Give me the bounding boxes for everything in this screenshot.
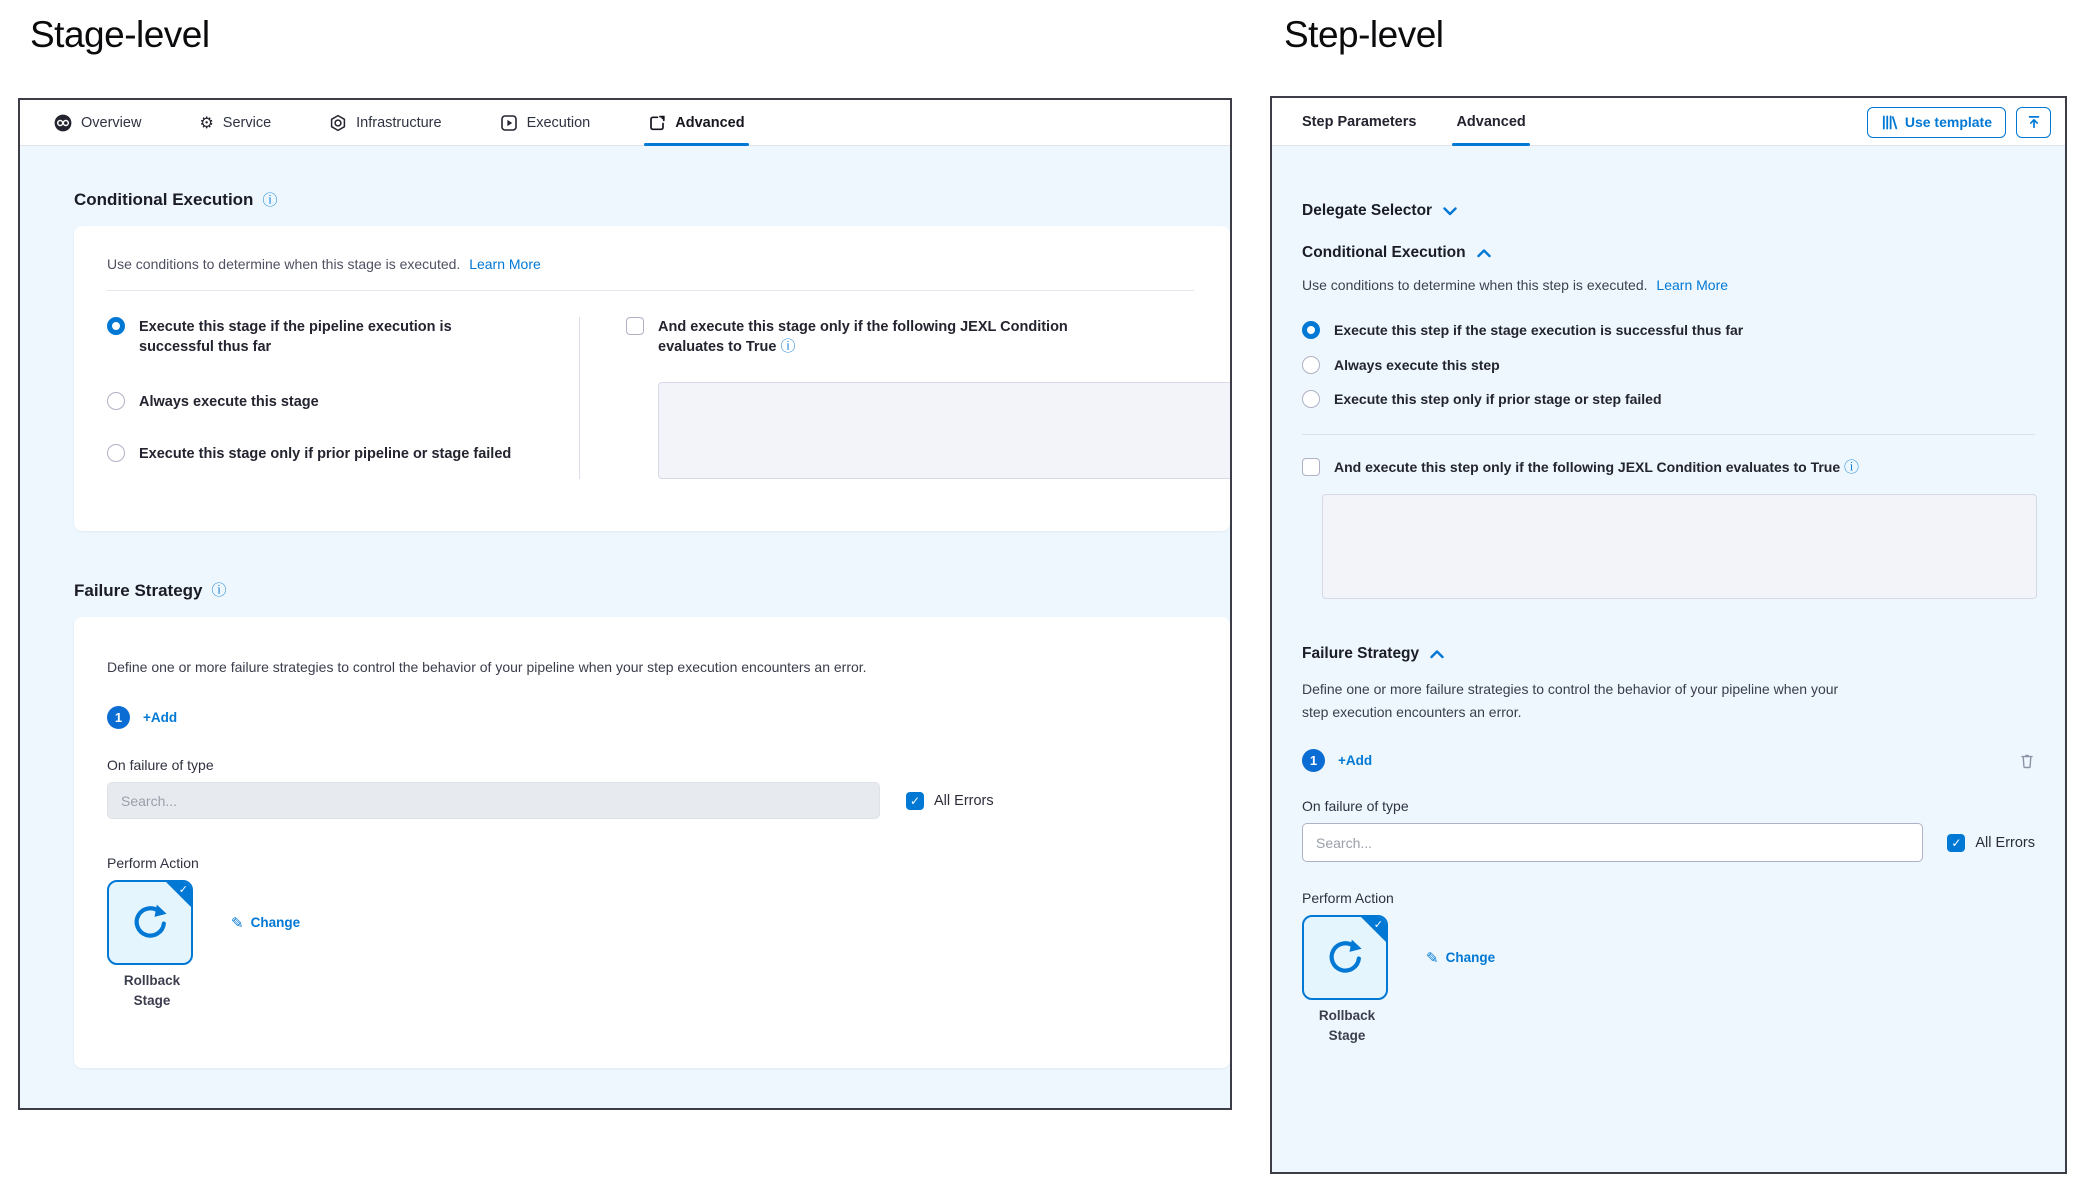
overview-icon xyxy=(54,114,72,132)
radio-unselected[interactable] xyxy=(107,392,125,410)
change-action-link[interactable] xyxy=(1426,949,1495,967)
change-action-link[interactable] xyxy=(231,914,300,932)
info-icon[interactable]: ⓘ xyxy=(780,337,796,356)
use-template-button[interactable] xyxy=(1867,107,2006,138)
change-label: Change xyxy=(1445,950,1496,966)
tab-service[interactable] xyxy=(199,100,271,145)
delete-strategy-button[interactable] xyxy=(2019,752,2035,769)
heading-text: Conditional Execution xyxy=(74,190,254,209)
gear-icon: ⚙ xyxy=(199,112,214,132)
radio-unselected[interactable] xyxy=(107,444,125,462)
rollback-stage-tile[interactable] xyxy=(107,880,193,965)
info-icon[interactable]: ⓘ xyxy=(262,190,278,209)
conditional-execution-card xyxy=(74,226,1230,531)
radio-label: Execute this stage only if prior pipeline or stage failed xyxy=(139,445,512,462)
tab-advanced[interactable] xyxy=(1456,98,1525,145)
step-tabbar xyxy=(1272,98,2065,146)
radio-label: Always execute this step xyxy=(1334,356,1500,373)
all-errors-checkbox[interactable]: ✓ xyxy=(1947,834,1965,852)
add-strategy-button[interactable]: +Add xyxy=(1338,753,1373,769)
tab-label: Step Parameters xyxy=(1302,113,1417,130)
radio-label: Always execute this stage xyxy=(139,393,319,410)
tab-execution[interactable] xyxy=(500,100,591,145)
tab-step-parameters[interactable] xyxy=(1302,98,1416,145)
tab-label: Execution xyxy=(526,114,591,131)
radio-always-execute[interactable] xyxy=(107,392,579,412)
all-errors-checkbox[interactable]: ✓ xyxy=(906,792,924,810)
stage-panel xyxy=(18,98,1232,1110)
check-icon: ✓ xyxy=(178,883,188,897)
change-label: Change xyxy=(250,915,301,931)
chevron-up-icon xyxy=(1430,650,1444,659)
perform-action-label: Perform Action xyxy=(107,855,199,872)
play-icon xyxy=(500,114,518,132)
conditional-description xyxy=(107,256,1230,272)
pencil-icon: ✎ xyxy=(1426,948,1439,967)
tab-label: Overview xyxy=(81,114,142,131)
radio-execute-if-successful[interactable] xyxy=(1302,321,2035,341)
template-library-icon xyxy=(1881,114,1898,131)
info-icon[interactable]: ⓘ xyxy=(1844,457,1860,476)
radio-label: Execute this stage if the pipeline execution is successful thus far xyxy=(139,319,452,356)
conditional-execution-heading xyxy=(74,190,1230,210)
failure-strategy-card xyxy=(74,617,1230,1069)
jexl-condition-input[interactable] xyxy=(658,382,1232,479)
tab-label: Service xyxy=(222,114,272,131)
upload-button[interactable] xyxy=(2016,107,2051,138)
tab-label: Advanced xyxy=(1456,113,1526,130)
learn-more-link[interactable]: Learn More xyxy=(1656,277,1729,293)
jexl-label: And execute this step only if the following JEXL Condition evaluates to True ⓘ xyxy=(1334,457,1860,476)
strategy-number-badge[interactable]: 1 xyxy=(1302,749,1325,772)
tab-label: Infrastructure xyxy=(356,114,442,131)
heading-text: Failure Strategy xyxy=(74,580,203,600)
failure-strategy-description: Define one or more failure strategies to control the behavior of your pipeline when your step execution encounters an error. xyxy=(107,658,867,675)
radio-unselected[interactable] xyxy=(1302,356,1320,374)
jexl-checkbox[interactable] xyxy=(1302,458,1320,476)
failure-type-search-input[interactable] xyxy=(1302,823,1923,862)
jexl-checkbox[interactable] xyxy=(626,317,644,335)
radio-label: Execute this step only if prior stage or step failed xyxy=(1334,391,1662,408)
trash-icon xyxy=(2019,752,2035,769)
radio-unselected[interactable] xyxy=(1302,390,1320,408)
advanced-icon xyxy=(648,114,666,132)
description-text: Use conditions to determine when this stage is executed. xyxy=(107,256,461,272)
learn-more-link[interactable]: Learn More xyxy=(469,256,541,272)
description-text: Use conditions to determine when this step is executed. xyxy=(1302,277,1648,293)
check-icon: ✓ xyxy=(1373,918,1383,932)
failure-strategy-heading xyxy=(74,581,1230,601)
jexl-label: And execute this stage only if the following JEXL Condition evaluates to True ⓘ xyxy=(658,319,1068,356)
radio-execute-if-failed[interactable] xyxy=(1302,390,2035,410)
on-failure-of-type-label: On failure of type xyxy=(107,757,214,774)
step-panel xyxy=(1270,96,2067,1174)
chevron-up-icon xyxy=(1477,249,1491,258)
chevron-down-icon xyxy=(1443,207,1457,216)
strategy-number-badge[interactable]: 1 xyxy=(107,706,130,729)
heading-text: Conditional Execution xyxy=(1302,244,1466,261)
infrastructure-icon xyxy=(329,114,347,132)
tab-label: Advanced xyxy=(675,114,745,131)
radio-label: Execute this step if the stage execution is successful thus far xyxy=(1334,322,1744,338)
failure-type-search-input[interactable] xyxy=(107,782,880,819)
step-level-title: Step-level xyxy=(1284,14,1444,55)
selected-action-name: Rollback Stage xyxy=(123,973,181,1008)
jexl-condition-input[interactable] xyxy=(1322,494,2037,599)
conditional-execution-section-toggle[interactable] xyxy=(1302,244,2035,262)
delegate-selector-section-toggle[interactable] xyxy=(1302,202,2035,220)
heading-text: Delegate Selector xyxy=(1302,202,1433,219)
all-errors-checkbox-row[interactable] xyxy=(1947,834,2035,852)
conditional-description xyxy=(1302,277,2035,293)
selected-action-name: Rollback Stage xyxy=(1318,1008,1376,1043)
use-template-label: Use template xyxy=(1904,114,1992,130)
failure-strategy-description: Define one or more failure strategies to control the behavior of your pipeline when your step execution encounters an error. xyxy=(1302,681,1839,720)
radio-always-execute[interactable] xyxy=(1302,356,2035,376)
jexl-condition-checkbox-row[interactable] xyxy=(626,317,1230,358)
pencil-icon: ✎ xyxy=(231,913,244,932)
failure-strategy-section-toggle[interactable] xyxy=(1302,645,2035,663)
add-strategy-button[interactable]: +Add xyxy=(143,710,178,726)
tab-advanced[interactable] xyxy=(648,100,744,145)
stage-level-title: Stage-level xyxy=(30,14,210,55)
radio-selected[interactable] xyxy=(1302,321,1320,339)
tab-overview[interactable] xyxy=(54,100,141,145)
all-errors-label: All Errors xyxy=(934,792,994,809)
radio-execute-if-failed[interactable] xyxy=(107,444,579,464)
on-failure-of-type-label: On failure of type xyxy=(1302,798,1409,815)
jexl-condition-checkbox-row[interactable] xyxy=(1302,458,2035,478)
radio-selected[interactable] xyxy=(107,317,125,335)
divider xyxy=(1302,434,2035,435)
radio-execute-if-successful[interactable] xyxy=(107,317,579,358)
heading-text: Failure Strategy xyxy=(1302,645,1420,663)
tab-infrastructure[interactable] xyxy=(329,100,441,145)
rollback-stage-tile[interactable] xyxy=(1302,915,1388,1000)
all-errors-checkbox-row[interactable] xyxy=(906,792,994,810)
all-errors-label: All Errors xyxy=(1975,834,2035,851)
stage-tabbar xyxy=(20,100,1230,146)
upload-icon xyxy=(2026,114,2042,130)
info-icon[interactable]: ⓘ xyxy=(211,581,227,600)
perform-action-label: Perform Action xyxy=(1302,890,1394,907)
divider xyxy=(107,290,1194,291)
